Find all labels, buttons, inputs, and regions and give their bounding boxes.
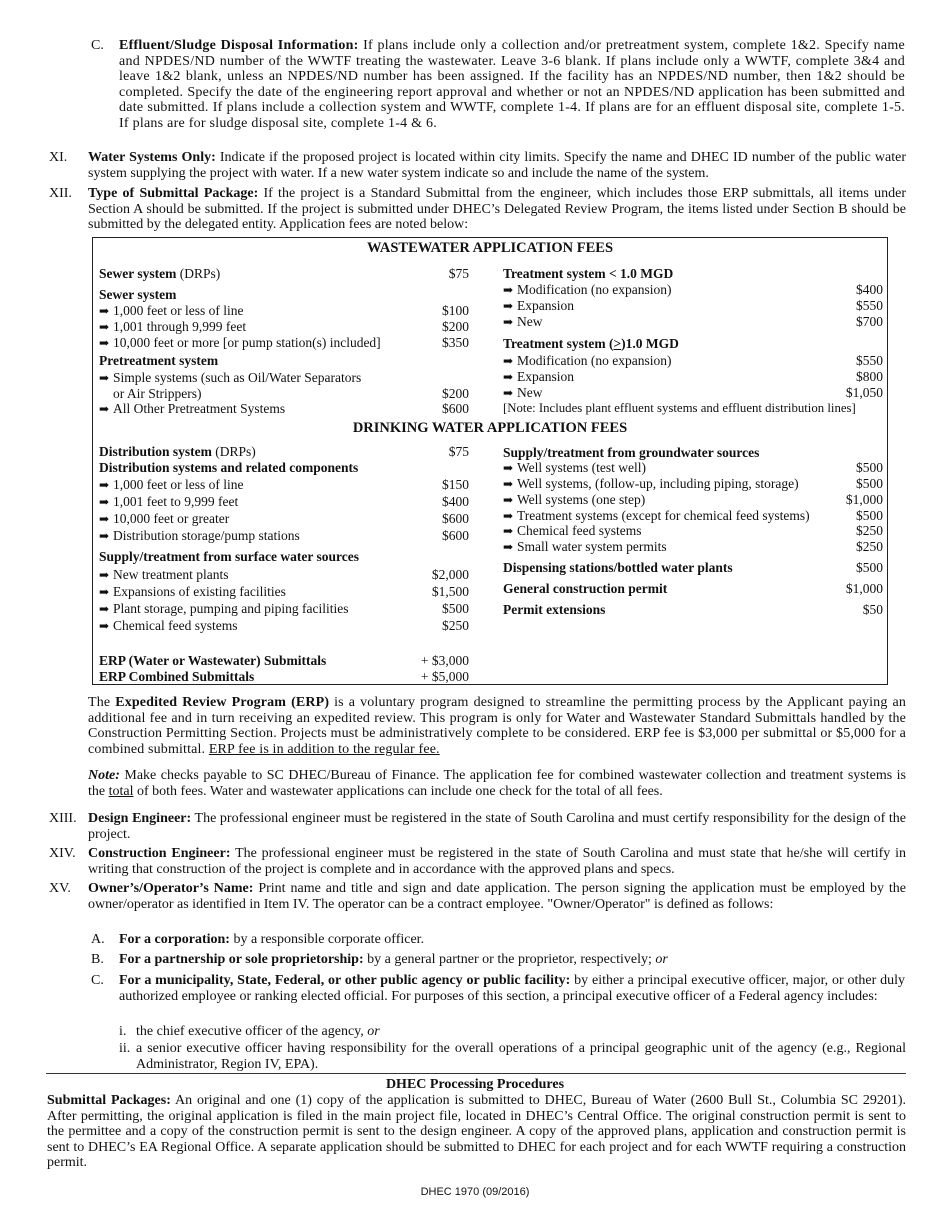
treatment-small-row: ➡ Modification (no expansion): [503, 282, 672, 297]
item-xv-c-text: For a municipality, State, Federal, or other public agency or public facility: by either a principal executive officer, major, or other duly authorized employee or ranking elected official. For purposes of this section, a principal executive officer of a Federal agency includes:: [119, 973, 905, 1004]
surface-item-row: ➡ Plant storage, pumping and piping facilities: [99, 601, 349, 616]
arrow-icon: ➡: [99, 602, 110, 616]
item-xv-a-text: For a corporation: by a responsible corporate officer.: [119, 932, 425, 947]
submittal-packages-label: Submittal Packages:: [47, 1093, 171, 1108]
procedures-paragraph: Submittal Packages: An original and one (1) copy of the application is submitted to DHEC, Bureau of Water (2600 Bull St., Columbia SC 29201). After permitting, the original application is filed in the main project file, located in DHEC’s Central Office. The original construction permit is sent to the permittee and a copy of the construction permit is sent to the design engineer. A copy of the approved plans, application and construction permit is sent to DHEC’s EA Regional Office. A separate application should be submitted to DHEC for each project and for each WWTF requiring a construction permit.: [47, 1093, 907, 1170]
treatment-small-row: ➡ Expansion: [503, 298, 574, 313]
distribution-item-row: ➡ 1,000 feet or less of line: [99, 477, 244, 492]
treatment-large-amount: $1,050: [845, 385, 883, 400]
erp-combined-amount: + $5,000: [420, 669, 469, 684]
item-xiv-label: Construction Engineer:: [88, 846, 231, 861]
sewer-drp-label: Sewer system (DRPs): [99, 266, 221, 281]
sewer-item-amount: $100: [442, 303, 469, 318]
distribution-item-row: ➡ 10,000 feet or greater: [99, 511, 230, 526]
distribution-heading: Distribution systems and related components: [99, 460, 359, 475]
arrow-icon: ➡: [99, 568, 110, 582]
sewer-system-heading: Sewer system: [99, 287, 177, 302]
arrow-icon: ➡: [99, 495, 110, 509]
fee-table: [92, 237, 888, 685]
treatment-small-amount: $550: [856, 298, 883, 313]
distribution-drp-amount: $75: [448, 444, 469, 459]
dispensing-amount: $500: [856, 560, 883, 575]
arrow-icon: ➡: [99, 320, 110, 334]
item-xv-ii-text: a senior executive officer having responsibility for the overall operations of a principal geographic unit of the agency (e.g., Regional Administrator, Region IV, EPA).: [136, 1041, 906, 1072]
arrow-icon: ➡: [503, 283, 514, 297]
arrow-icon: ➡: [503, 493, 514, 507]
groundwater-item-row: ➡ Well systems (one step): [503, 492, 646, 507]
dispensing-label: Dispensing stations/bottled water plants: [503, 560, 733, 575]
treatment-large-row: ➡ New: [503, 385, 543, 400]
sewer-item-row: ➡ 1,000 feet or less of line: [99, 303, 244, 318]
item-xiv-number: XIV.: [49, 846, 76, 861]
pretreatment-item-continuation: or Air Strippers): [113, 386, 202, 401]
arrow-icon: ➡: [503, 315, 514, 329]
sewer-item-row: ➡ 1,001 through 9,999 feet: [99, 319, 247, 334]
pretreatment-item-row: ➡ All Other Pretreatment Systems: [99, 401, 286, 416]
item-xv-i-number: i.: [119, 1024, 127, 1039]
sewer-item-row: ➡ 10,000 feet or more [or pump station(s) included]: [99, 335, 381, 350]
treatment-large-row: ➡ Expansion: [503, 369, 574, 384]
arrow-icon: ➡: [99, 336, 110, 350]
item-xv-ii-number: ii.: [119, 1041, 131, 1056]
item-xv-paragraph: Owner’s/Operator’s Name: Print name and title and sign and date application. The person signing the application must be employed by the owner/operator as identified in Item IV. The operator can be a contract employee. "Owner/Operator" is defined as follows:: [88, 881, 907, 912]
groundwater-item-row: ➡ Treatment systems (except for chemical feed systems): [503, 508, 810, 523]
arrow-icon: ➡: [503, 386, 514, 400]
note-paragraph: Note: Make checks payable to SC DHEC/Bureau of Finance. The application fee for combined wastewater collection and treatment systems is the total of both fees. Water and wastewater applications can include one check for the total of all fees.: [88, 768, 906, 799]
arrow-icon: ➡: [503, 477, 514, 491]
distribution-drp-label: Distribution system (DRPs): [99, 444, 256, 459]
treatment-small-amount: $700: [856, 314, 883, 329]
wastewater-fees-title: WASTEWATER APPLICATION FEES: [366, 240, 614, 256]
treatment-large-amount: $800: [856, 369, 883, 384]
groundwater-item-amount: $500: [856, 476, 883, 491]
groundwater-heading: Supply/treatment from groundwater sources: [503, 445, 760, 460]
section-c-text: If plans include only a collection and/or pretreatment system, complete 1&2. Specify name and NPDES/ND number of the WWTF treating the wastewater. Leave 3-6 blank. If plans include only a WWTF, complete 3&4 and leave 1&2 blank, unless an NPDES/ND number has been assigned. If the facility has an NPDES/ND number, then 1&2 should be completed. Specify the date of the engineering report approval and whether or not an NPDES/ND application has been submitted and date submitted. If plans include a collection system and WWTF, complete 1-4. If plans are for an effluent disposal site, complete 1-5. If plans are for sludge disposal site, complete 1-4 & 6.: [119, 38, 905, 131]
distribution-item-row: ➡ Distribution storage/pump stations: [99, 528, 300, 543]
distribution-item-amount: $400: [442, 494, 469, 509]
section-divider: [46, 1073, 906, 1074]
arrow-icon: ➡: [503, 299, 514, 313]
item-xv-i-text: the chief executive officer of the agency, or: [136, 1024, 380, 1039]
treatment-note: [Note: Includes plant effluent systems and effluent distribution lines]: [503, 401, 856, 415]
drinking-water-fees-title: DRINKING WATER APPLICATION FEES: [352, 420, 628, 436]
erp-combined-label: ERP Combined Submittals: [99, 669, 255, 684]
groundwater-item-amount: $250: [856, 523, 883, 538]
pretreatment-item-amount: $600: [442, 401, 469, 416]
item-xi-paragraph: [88, 150, 906, 181]
pretreatment-heading: Pretreatment system: [99, 353, 219, 368]
arrow-icon: ➡: [99, 402, 110, 416]
treatment-small-amount: $400: [856, 282, 883, 297]
surface-item-amount: $250: [442, 618, 469, 633]
item-xiii-paragraph: Design Engineer: The professional engineer must be registered in the state of South Carolina and must certify responsibility for the design of the project.: [88, 811, 906, 842]
arrow-icon: ➡: [503, 509, 514, 523]
item-xii-label: Type of Submittal Package:: [88, 186, 259, 201]
groundwater-item-row: ➡ Small water system permits: [503, 539, 667, 554]
note-label: Note:: [88, 768, 120, 783]
surface-item-row: ➡ Expansions of existing facilities: [99, 584, 286, 599]
item-xi-text: Indicate if the proposed project is located within city limits. Specify the name and DHEC ID number of the public water system supplying the project with water. If a new water system indicate so and include the name of the system.: [88, 150, 906, 181]
groundwater-item-amount: $500: [856, 508, 883, 523]
groundwater-item-amount: $500: [856, 460, 883, 475]
surface-item-amount: $500: [442, 601, 469, 616]
distribution-item-row: ➡ 1,001 feet to 9,999 feet: [99, 494, 239, 509]
arrow-icon: ➡: [503, 354, 514, 368]
sewer-drp-amount: $75: [448, 266, 469, 281]
section-c-paragraph: [119, 38, 905, 131]
erp-submittals-amount: + $3,000: [420, 653, 469, 668]
item-xv-b-text: For a partnership or sole proprietorship: by a general partner or the proprietor, respectively; or: [119, 952, 668, 967]
item-xii-paragraph: [88, 186, 906, 233]
distribution-item-amount: $600: [442, 528, 469, 543]
erp-bold-term: Expedited Review Program (ERP): [115, 695, 330, 710]
item-xv-label: Owner’s/Operator’s Name:: [88, 881, 254, 896]
general-permit-label: General construction permit: [503, 581, 668, 596]
item-xiii-label: Design Engineer:: [88, 811, 192, 826]
groundwater-item-row: ➡ Well systems, (follow-up, including piping, storage): [503, 476, 799, 491]
general-permit-amount: $1,000: [845, 581, 883, 596]
item-xii-text: If the project is a Standard Submittal from the engineer, which includes those ERP submittals, all items under Section A should be submitted. If the project is submitted under DHEC’s Delegated Review Program, the items listed under Section B should be submitted by the delegated entity. Application fees are noted below:: [88, 186, 906, 232]
item-xv-c-letter: C.: [91, 973, 104, 988]
sewer-item-amount: $350: [442, 335, 469, 350]
section-c-label: Effluent/Sludge Disposal Information:: [119, 38, 359, 53]
arrow-icon: ➡: [99, 585, 110, 599]
groundwater-item-amount: $250: [856, 539, 883, 554]
arrow-icon: ➡: [99, 478, 110, 492]
item-xii-number: XII.: [49, 186, 72, 201]
erp-paragraph: The Expedited Review Program (ERP) is a voluntary program designed to streamline the permitting process by the Applicant paying an additional fee and in turn receiving an expedited review. This program is only for Water and Wastewater Standard Submittals handled by the Construction Permitting Section. Projects must be administratively complete to be considered. ERP fee is $3,000 per submittal or $5,000 for a combined submittal. ERP fee is in addition to the regular fee.: [88, 695, 906, 757]
arrow-icon: ➡: [503, 461, 514, 475]
arrow-icon: ➡: [503, 524, 514, 538]
sewer-item-amount: $200: [442, 319, 469, 334]
form-footer: DHEC 1970 (09/2016): [420, 1186, 530, 1198]
arrow-icon: ➡: [99, 371, 110, 385]
surface-item-amount: $2,000: [431, 567, 469, 582]
treatment-large-row: ➡ Modification (no expansion): [503, 353, 672, 368]
item-xv-a-letter: A.: [91, 932, 105, 947]
arrow-icon: ➡: [99, 512, 110, 526]
item-xv-number: XV.: [49, 881, 71, 896]
surface-item-row: ➡ Chemical feed systems: [99, 618, 238, 633]
item-xiv-paragraph: Construction Engineer: The professional engineer must be registered in the state of South Carolina and must state that he/she will certify in writing that construction of the project is complete and in accordance with the approved plans and specs.: [88, 846, 906, 877]
distribution-item-amount: $600: [442, 511, 469, 526]
pretreatment-item-row: ➡ Simple systems (such as Oil/Water Separators: [99, 370, 362, 385]
erp-submittals-label: ERP (Water or Wastewater) Submittals: [99, 653, 327, 668]
item-xi-number: XI.: [49, 150, 68, 165]
arrow-icon: ➡: [99, 529, 110, 543]
treatment-small-row: ➡ New: [503, 314, 543, 329]
permit-extensions-label: Permit extensions: [503, 602, 606, 617]
item-xv-b-letter: B.: [91, 952, 104, 967]
erp-fee-underlined: ERP fee is in addition to the regular fee.: [208, 741, 440, 757]
groundwater-item-row: ➡ Well systems (test well): [503, 460, 647, 475]
distribution-item-amount: $150: [442, 477, 469, 492]
surface-water-heading: Supply/treatment from surface water sources: [99, 549, 359, 564]
permit-extensions-amount: $50: [862, 602, 883, 617]
treatment-large-heading: Treatment system (>)1.0 MGD: [503, 336, 679, 351]
section-c-letter: C.: [91, 38, 104, 53]
item-xiii-number: XIII.: [49, 811, 77, 826]
arrow-icon: ➡: [99, 619, 110, 633]
note-total-underlined: total: [108, 783, 134, 799]
arrow-icon: ➡: [503, 540, 514, 554]
treatment-large-amount: $550: [856, 353, 883, 368]
pretreatment-item-amount: $200: [442, 386, 469, 401]
surface-item-row: ➡ New treatment plants: [99, 567, 229, 582]
groundwater-item-amount: $1,000: [845, 492, 883, 507]
arrow-icon: ➡: [503, 370, 514, 384]
arrow-icon: ➡: [99, 304, 110, 318]
item-xi-label: Water Systems Only:: [88, 150, 216, 165]
procedures-title: DHEC Processing Procedures: [385, 1077, 565, 1092]
groundwater-item-row: ➡ Chemical feed systems: [503, 523, 642, 538]
treatment-small-heading: Treatment system < 1.0 MGD: [503, 266, 674, 281]
surface-item-amount: $1,500: [431, 584, 469, 599]
